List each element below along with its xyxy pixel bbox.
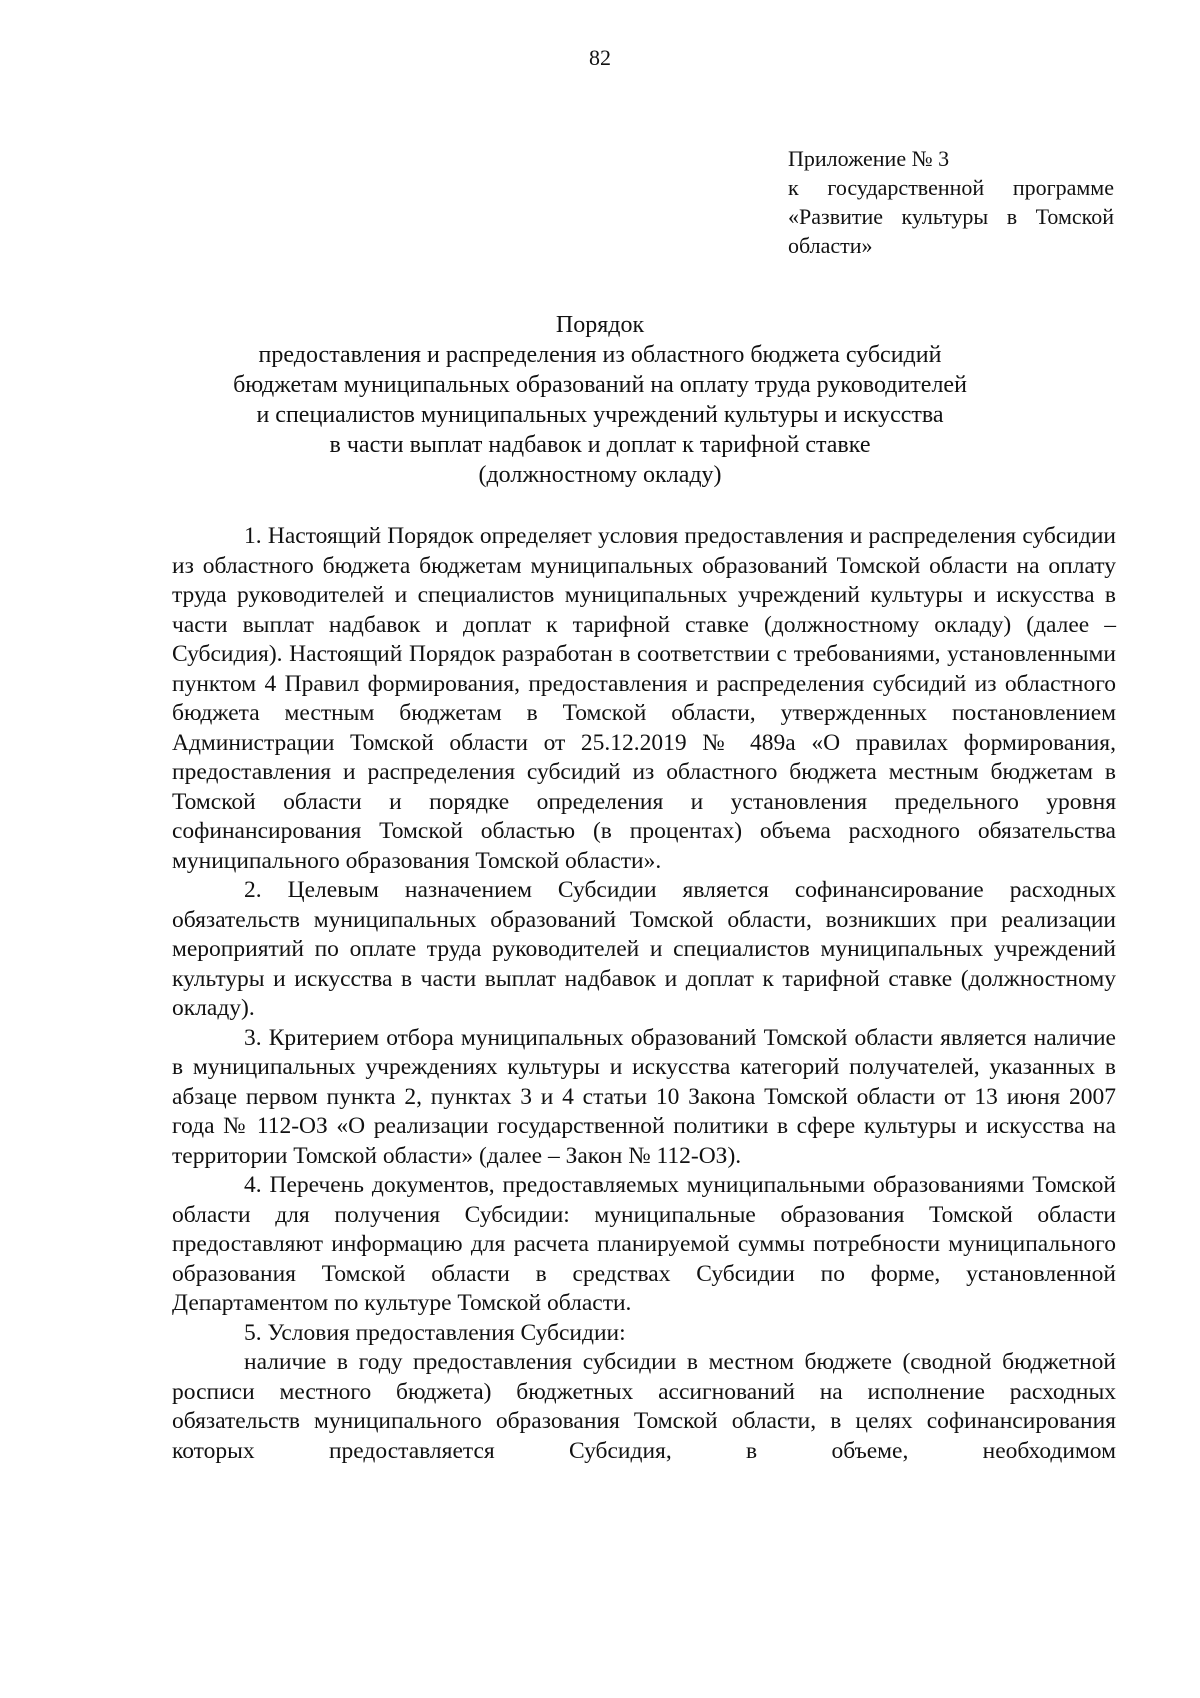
- title-line: в части выплат надбавок и доплат к тарифной ставке: [329, 432, 871, 458]
- paragraph-5: 5. Условия предоставления Субсидии:: [244, 1319, 626, 1346]
- paragraph-4: 4. Перечень документов, предоставляемых муниципальными образованиями Томской области для получения Субсидии: муниципальные образования Томской области предоставляют информацию для расчета планируемой суммы потребности муниципального образования Томской области в средствах Субсидии по форме, установленной Департаментом по культуре Томской области.: [172, 1172, 1116, 1316]
- document-body: [172, 522, 1116, 1466]
- page-number: 82: [589, 45, 611, 70]
- appendix-line: Приложение № 3: [788, 146, 950, 171]
- title-line: предоставления и распределения из областного бюджета субсидий: [258, 342, 942, 368]
- paragraph-2: 2. Целевым назначением Субсидии является софинансирование расходных обязательств муниципальных образований Томской области, возникших при реализации мероприятий по оплате труда руководителей и специалистов муниципальных учреждений культуры и искусства в части выплат надбавок и доплат к тарифной ставке (должностному окладу).: [172, 877, 1116, 1021]
- appendix-note: [788, 144, 1114, 260]
- title-line: бюджетам муниципальных образований на оплату труда руководителей: [233, 372, 967, 398]
- paragraph-3: 3. Критерием отбора муниципальных образований Томской области является наличие в муниципальных учреждениях культуры и искусства категорий получателей, указанных в абзаце первом пункта 2, пунктах 3 и 4 статьи 10 Закона Томской области от 13 июня 2007 года № 112-ОЗ «О реализации государственной политики в сфере культуры и искусства на территории Томской области» (далее – Закон № 112-ОЗ).: [172, 1024, 1116, 1169]
- appendix-line: области»: [788, 233, 873, 258]
- title-line: (должностному окладу): [478, 462, 722, 488]
- document-title: [150, 310, 1050, 490]
- appendix-line: к государственной программе: [788, 175, 1114, 200]
- paragraph-6: наличие в году предоставления субсидии в местном бюджете (сводной бюджетной росписи местного бюджета) бюджетных ассигнований на исполнение расходных обязательств муниципального образования Томской области, в целях софинансирования которых предоставляется Субсидия, в объеме, необходимом: [172, 1349, 1116, 1464]
- appendix-line: «Развитие культуры в Томской: [788, 204, 1114, 229]
- paragraph-1: 1. Настоящий Порядок определяет условия предоставления и распределения субсидии из областного бюджета бюджетам муниципальных образований Томской области на оплату труда руководителей и специалистов муниципальных учреждений культуры и искусства в части выплат надбавок и доплат к тарифной ставке (должностному окладу) (далее – Субсидия). Настоящий Порядок разработан в соответствии с требованиями, установленными пунктом 4 Правил формирования, предоставления и распределения субсидий из областного бюджета местным бюджетам в Томской области, утвержденных постановлением Администрации Томской области от 25.12.2019 № 489а «О правилах формирования, предоставления и распределения субсидий из областного бюджета местным бюджетам в Томской области и порядке определения и установления предельного уровня софинансирования Томской областью (в процентах) объема расходного обязательства муниципального образования Томской области».: [172, 523, 1116, 874]
- title-line: и специалистов муниципальных учреждений культуры и искусства: [256, 402, 944, 428]
- title-line: Порядок: [555, 312, 645, 338]
